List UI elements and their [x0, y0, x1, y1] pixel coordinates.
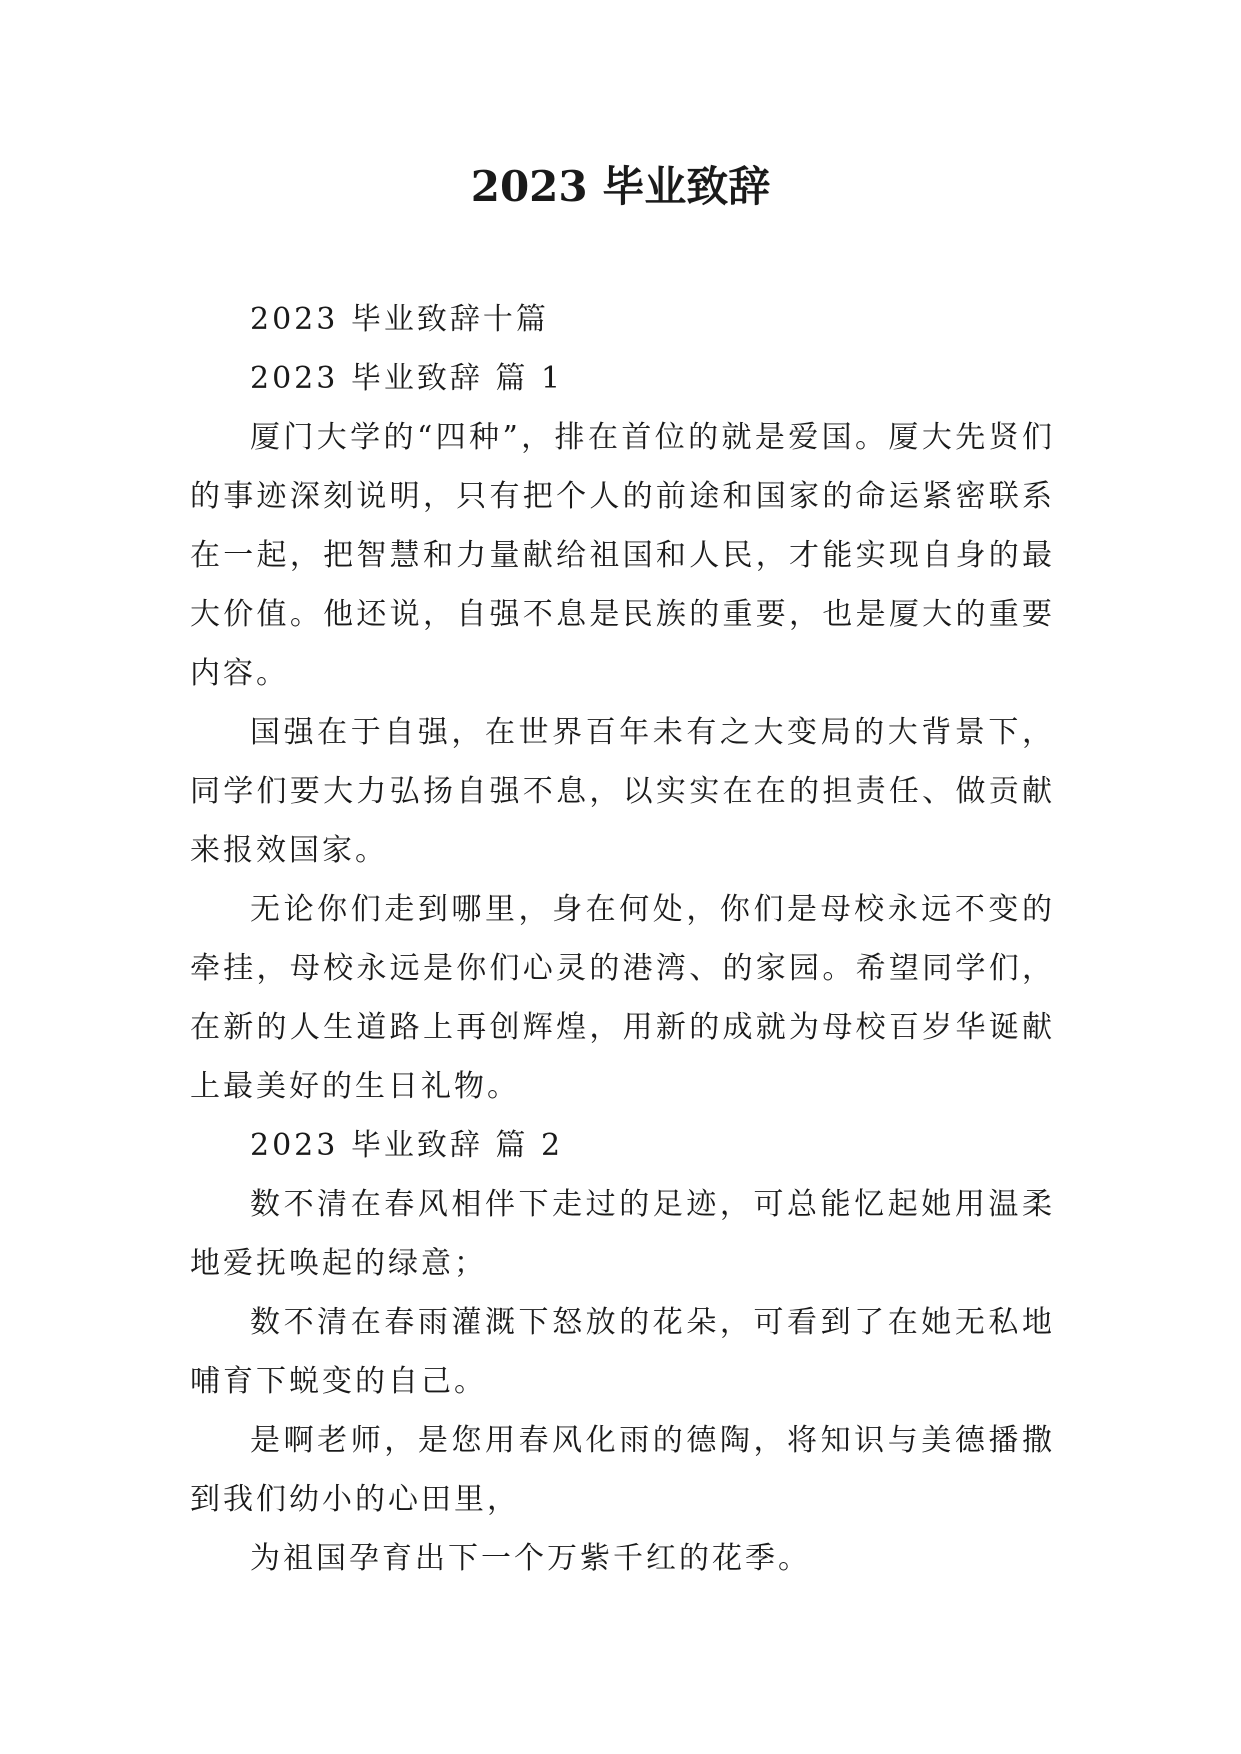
section-heading-2: 2023 毕业致辞 篇 2	[250, 1128, 564, 1163]
paragraph: 为祖国孕育出下一个万紫千红的花季。	[250, 1541, 811, 1576]
paragraph: 数不清在春雨灌溉下怒放的花朵，可看到了在她无私地哺育下蜕变的自己。	[190, 1305, 1055, 1399]
collection-heading: 2023 毕业致辞十篇	[250, 302, 549, 337]
paragraph: 厦门大学的“四种”，排在首位的就是爱国。厦大先贤们的事迹深刻说明，只有把个人的前途和国家的命运紧密联系在一起，把智慧和力量献给祖国和人民，才能实现自身的最大价值。他还说，自强不息是民族的重要，也是厦大的重要内容。	[190, 420, 1055, 691]
paragraph: 国强在于自强，在世界百年未有之大变局的大背景下，同学们要大力弘扬自强不息，以实实在在的担责任、做贡献来报效国家。	[190, 715, 1055, 868]
document-title: 2023 毕业致辞	[470, 162, 771, 211]
section-heading-1: 2023 毕业致辞 篇 1	[250, 361, 564, 396]
paragraph: 是啊老师，是您用春风化雨的德陶，将知识与美德播撒到我们幼小的心田里，	[190, 1423, 1055, 1517]
document-body	[190, 290, 1055, 1588]
paragraph: 数不清在春风相伴下走过的足迹，可总能忆起她用温柔地爱抚唤起的绿意；	[190, 1187, 1055, 1281]
paragraph: 无论你们走到哪里，身在何处，你们是母校永远不变的牵挂，母校永远是你们心灵的港湾、的家园。希望同学们，在新的人生道路上再创辉煌，用新的成就为母校百岁华诞献上最美好的生日礼物。	[190, 892, 1055, 1104]
